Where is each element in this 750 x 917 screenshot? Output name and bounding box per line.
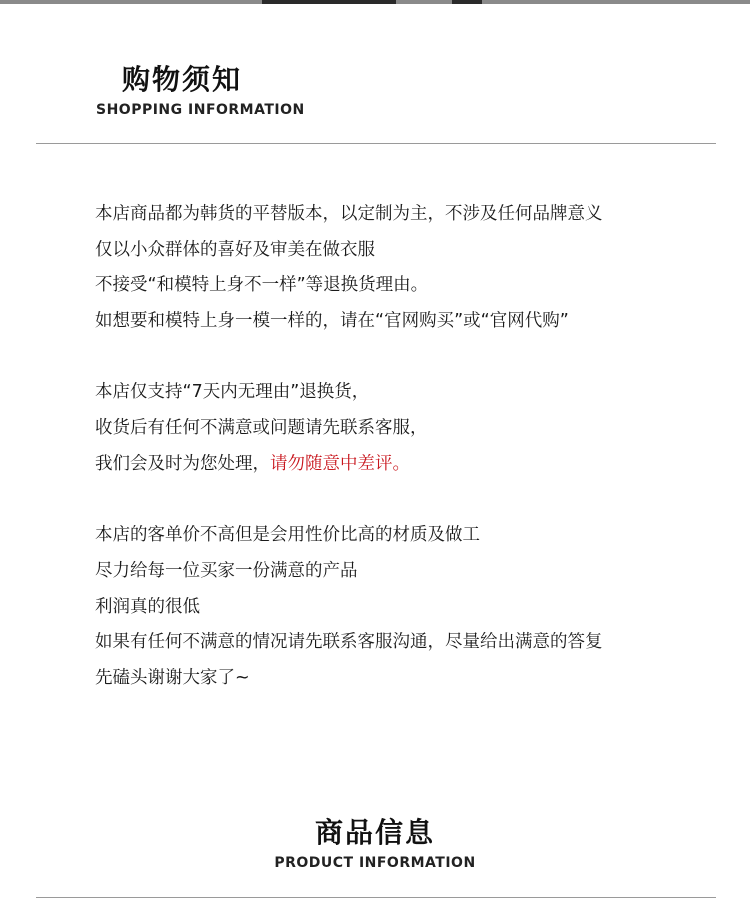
shopping-info-header xyxy=(96,62,396,118)
notice-line: 仅以小众群体的喜好及审美在做衣服 xyxy=(95,239,375,260)
photo-fragment xyxy=(452,0,482,4)
notice-line-prefix: 我们会及时为您处理， xyxy=(95,453,270,474)
paragraph-gap xyxy=(95,340,715,376)
product-info-subtitle: PRODUCT INFORMATION xyxy=(274,855,476,871)
notice-line: 如想要和模特上身一模一样的，请在“官网购买”或“官网代购” xyxy=(95,311,569,332)
divider-top xyxy=(36,143,716,144)
no-negative-review-warning: 请勿随意中差评。 xyxy=(270,453,410,474)
notice-line: 如果有任何不满意的情况请先联系客服沟通，尽量给出满意的答复 xyxy=(95,632,603,653)
notice-line: 收货后有任何不满意或问题请先联系客服， xyxy=(95,418,428,439)
notice-line: 不接受“和模特上身不一样”等退换货理由。 xyxy=(95,275,429,296)
product-info-header xyxy=(0,815,750,871)
notice-line-with-warning xyxy=(95,447,715,483)
notice-line: 本店的客单价不高但是会用性价比高的材质及做工 xyxy=(95,525,480,546)
notice-line: 利润真的很低 xyxy=(95,596,200,617)
notice-line: 先磕头谢谢大家了~ xyxy=(95,667,250,688)
shopping-info-title: 购物须知 xyxy=(122,63,243,96)
shopping-info-subtitle: SHOPPING INFORMATION xyxy=(96,102,305,118)
photo-fragment xyxy=(262,0,396,4)
shopping-notice xyxy=(95,197,715,697)
top-photo-strip xyxy=(0,0,750,4)
paragraph-gap xyxy=(95,483,715,519)
divider-bottom xyxy=(36,897,716,898)
notice-line: 本店商品都为韩货的平替版本，以定制为主，不涉及任何品牌意义 xyxy=(95,204,603,224)
product-info-title: 商品信息 xyxy=(314,816,435,849)
notice-line: 尽力给每一位买家一份满意的产品 xyxy=(95,560,358,581)
notice-line: 本店仅支持“7天内无理由”退换货， xyxy=(95,382,370,403)
